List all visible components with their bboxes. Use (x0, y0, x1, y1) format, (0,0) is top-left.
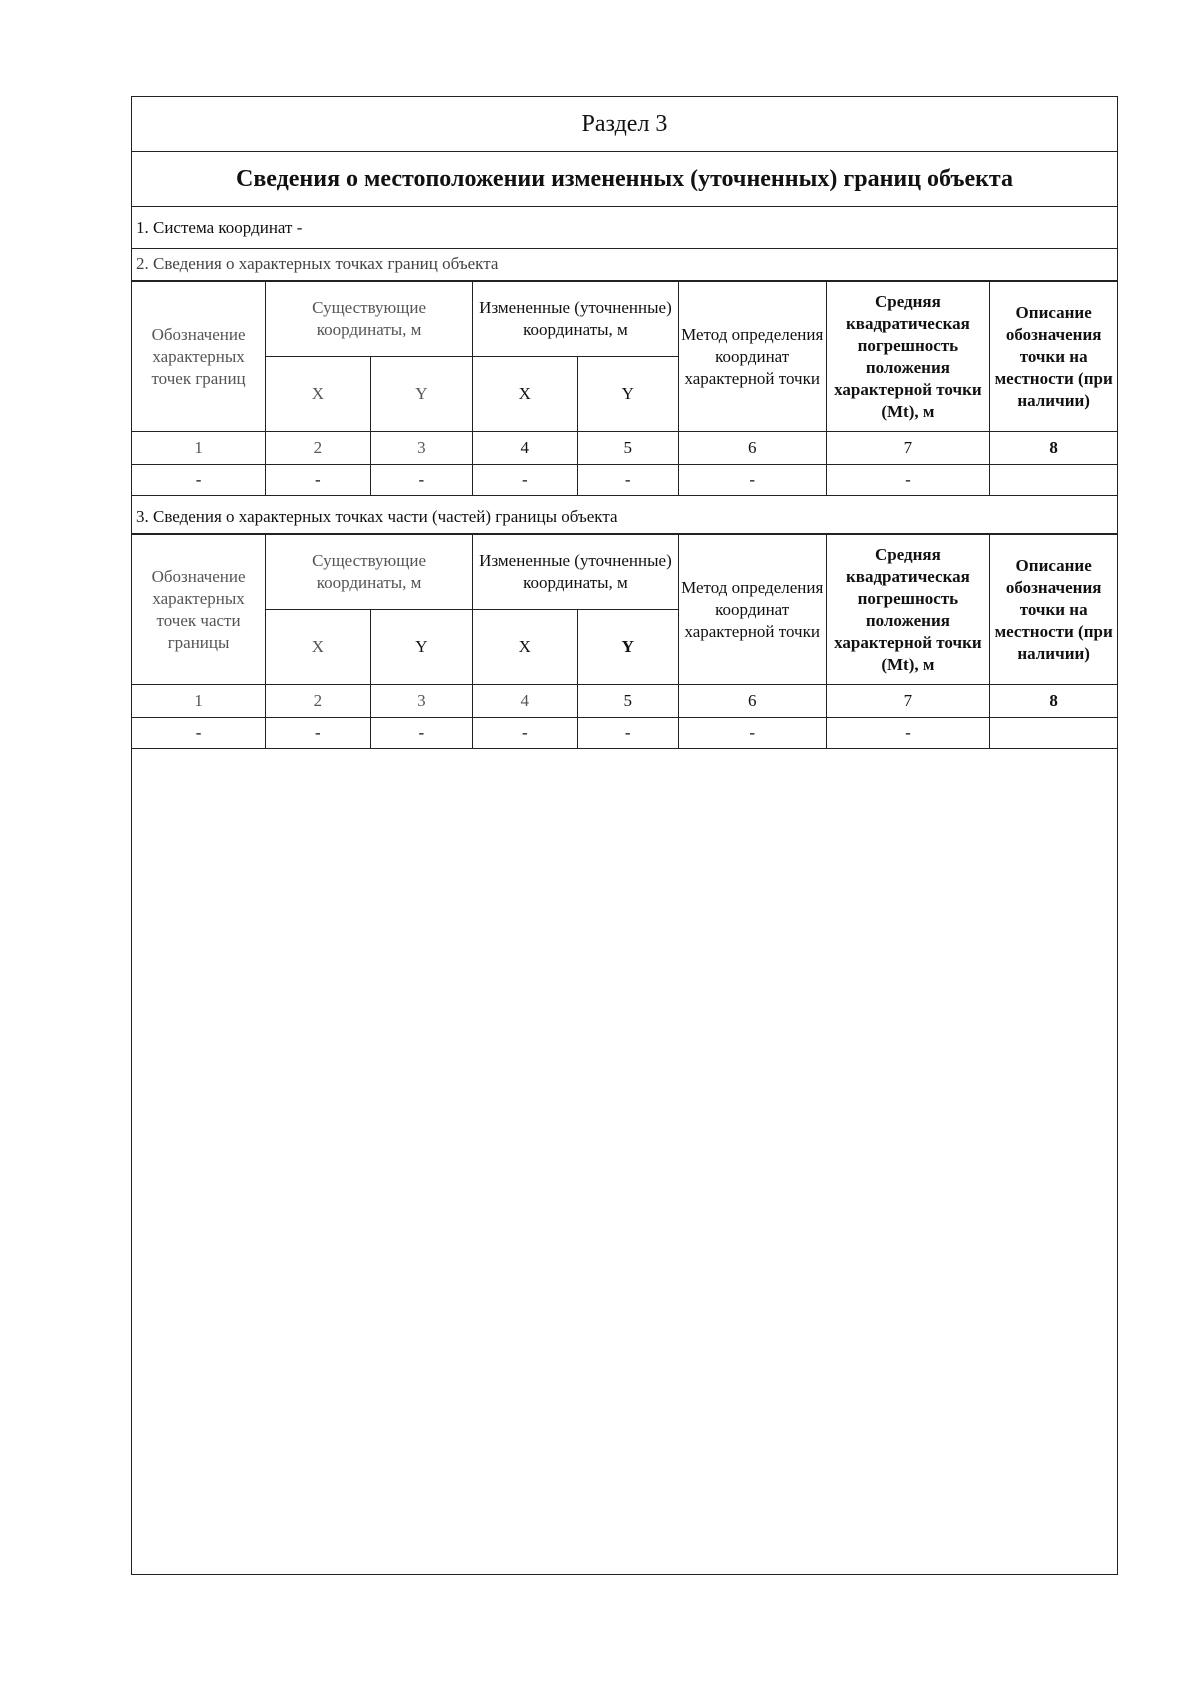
header-method: Метод определения координат характерной точки (678, 535, 826, 685)
table1-caption: 2. Сведения о характерных точках границ объекта (132, 249, 1117, 281)
table-cell: - (678, 465, 826, 496)
part-boundary-points-table (132, 534, 1117, 749)
table-cell: - (473, 465, 578, 496)
header-changed-y: Y (577, 610, 678, 685)
table-cell: - (370, 718, 472, 749)
table-cell: - (266, 718, 371, 749)
table-cell: - (826, 465, 990, 496)
table-cell: - (577, 465, 678, 496)
header-existing-coords: Существующие координаты, м (266, 535, 473, 610)
header-changed-x: X (473, 610, 578, 685)
table-cell: - (678, 718, 826, 749)
column-number: 3 (370, 432, 472, 465)
column-number: 4 (473, 685, 578, 718)
header-existing-x: X (266, 610, 371, 685)
document-frame (131, 96, 1118, 1575)
table-cell: - (370, 465, 472, 496)
header-error: Средняя квадратическая погрешность положения характерной точки (Mt), м (826, 535, 990, 685)
section-title: Раздел 3 (132, 97, 1117, 152)
header-existing-x: X (266, 357, 371, 432)
header-existing-coords: Существующие координаты, м (266, 282, 473, 357)
header-description: Описание обозначения точки на местности (при наличии) (990, 535, 1117, 685)
column-number: 2 (266, 685, 371, 718)
header-designation: Обозначение характерных точек границ (132, 282, 266, 432)
header-changed-y: Y (577, 357, 678, 432)
column-number: 8 (990, 432, 1117, 465)
table-cell: - (132, 465, 266, 496)
column-number: 4 (473, 432, 578, 465)
column-number: 1 (132, 432, 266, 465)
table-cell (990, 465, 1117, 496)
column-number: 1 (132, 685, 266, 718)
coord-system-line: 1. Система координат - (132, 207, 1117, 249)
header-description: Описание обозначения точки на местности (при наличии) (990, 282, 1117, 432)
header-existing-y: Y (370, 610, 472, 685)
column-number: 7 (826, 685, 990, 718)
column-number: 2 (266, 432, 371, 465)
table-cell: - (473, 718, 578, 749)
column-number: 5 (577, 432, 678, 465)
header-changed-x: X (473, 357, 578, 432)
column-number: 8 (990, 685, 1117, 718)
column-number: 6 (678, 432, 826, 465)
table-cell: - (826, 718, 990, 749)
column-number: 5 (577, 685, 678, 718)
table-cell (990, 718, 1117, 749)
column-number: 3 (370, 685, 472, 718)
section-heading: Сведения о местоположении измененных (уточненных) границ объекта (132, 152, 1117, 207)
table-cell: - (266, 465, 371, 496)
header-changed-coords: Измененные (уточненные) координаты, м (473, 282, 679, 357)
column-number: 6 (678, 685, 826, 718)
boundary-points-table (132, 281, 1117, 496)
table-cell: - (132, 718, 266, 749)
table-cell: - (577, 718, 678, 749)
table2-caption: 3. Сведения о характерных точках части (частей) границы объекта (132, 502, 1117, 534)
header-designation: Обозначение характерных точек части границы (132, 535, 266, 685)
column-number: 7 (826, 432, 990, 465)
header-method: Метод определения координат характерной точки (678, 282, 826, 432)
header-changed-coords: Измененные (уточненные) координаты, м (473, 535, 679, 610)
header-error: Средняя квадратическая погрешность положения характерной точки (Mt), м (826, 282, 990, 432)
header-existing-y: Y (370, 357, 472, 432)
